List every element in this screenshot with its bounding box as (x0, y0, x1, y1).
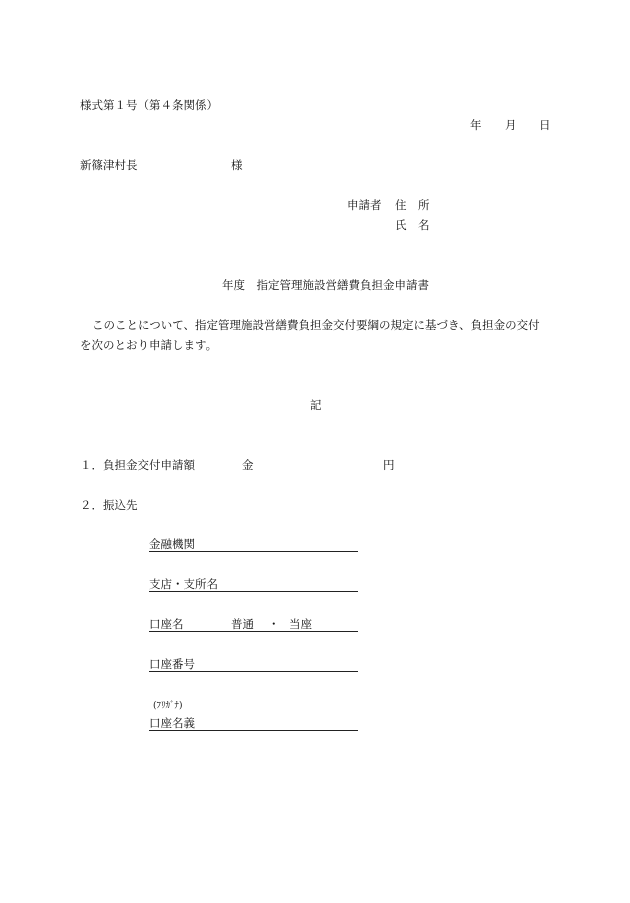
account-number-label: 口座番号 (149, 657, 195, 671)
date-year: 年 (470, 118, 482, 132)
item-2-label: ２．振込先 (80, 498, 138, 512)
body-line-2: を次のとおり申請します。 (80, 338, 218, 352)
furigana-label: (ﾌﾘｶﾞﾅ) (153, 701, 183, 711)
bank-institution-label: 金融機関 (149, 537, 195, 551)
applicant-address-label: 住 所 (395, 198, 430, 212)
account-number-field[interactable] (149, 657, 358, 672)
account-type-label: 口座名 (149, 617, 184, 631)
branch-field[interactable] (149, 577, 358, 592)
form-number: 様式第１号（第４条関係） (80, 98, 218, 112)
ki-heading: 記 (310, 398, 322, 412)
addressee-honorific: 様 (231, 158, 243, 172)
date-month: 月 (505, 118, 517, 132)
date-day: 日 (539, 118, 551, 132)
account-type-futsu[interactable]: 普通 (231, 617, 254, 631)
addressee-name: 新篠津村長 (80, 158, 138, 172)
account-type-separator: ・ (268, 617, 280, 631)
item-1-label: １．負担金交付申請額 (80, 458, 195, 472)
bank-institution-field[interactable] (149, 537, 358, 552)
document-title: 年度 指定管理施設営繕費負担金申請書 (222, 278, 429, 292)
account-type-toza[interactable]: 当座 (289, 617, 312, 631)
applicant-name-label: 氏 名 (395, 218, 430, 232)
account-type-field[interactable] (149, 617, 358, 632)
item-1-unit: 円 (383, 458, 395, 472)
applicant-label: 申請者 (347, 198, 382, 212)
branch-label: 支店・支所名 (149, 577, 218, 591)
body-line-1: このことについて、指定管理施設営繕費負担金交付要綱の規定に基づき、負担金の交付 (92, 318, 540, 332)
item-1-currency-prefix: 金 (242, 458, 254, 472)
account-holder-field[interactable] (149, 716, 358, 731)
account-holder-label: 口座名義 (149, 716, 195, 730)
